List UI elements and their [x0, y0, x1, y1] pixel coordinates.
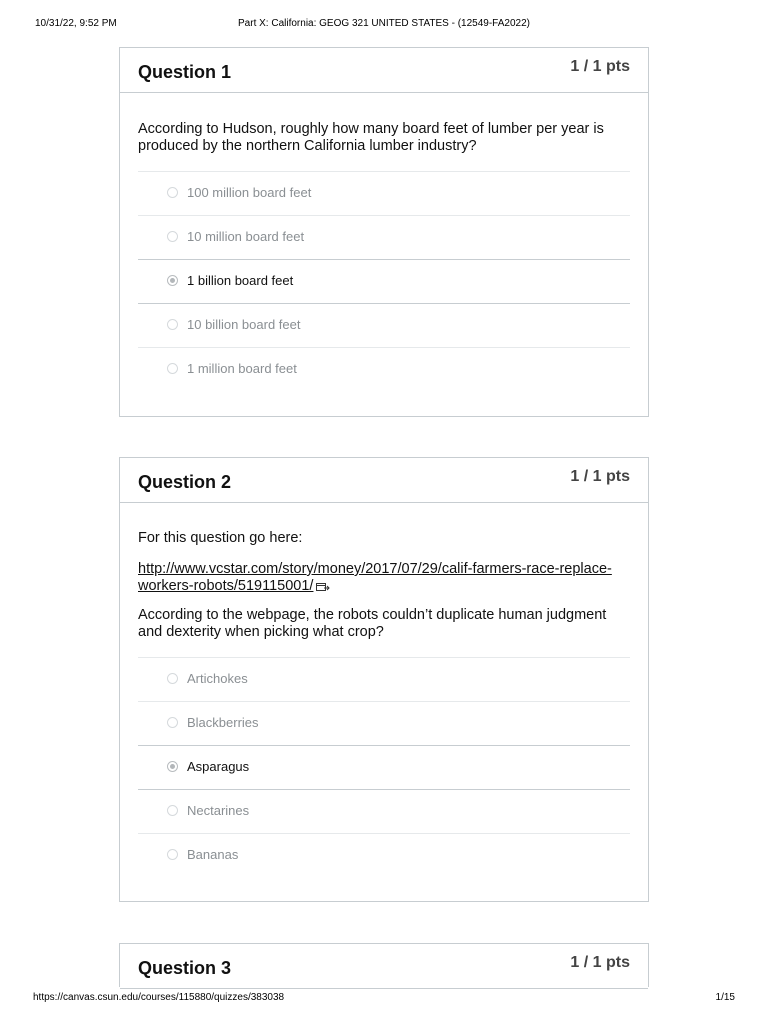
question-points: 1 / 1 pts: [570, 954, 630, 971]
question-body: [120, 503, 648, 897]
external-link-icon[interactable]: [316, 580, 330, 597]
print-header: [0, 18, 768, 32]
question-1: [119, 47, 649, 417]
radio-button-checked[interactable]: [167, 275, 178, 286]
radio-button[interactable]: [167, 363, 178, 374]
print-date: 10/31/22, 9:52 PM: [35, 18, 117, 29]
question-points: 1 / 1 pts: [570, 58, 630, 75]
radio-button[interactable]: [167, 849, 178, 860]
answer-option[interactable]: [138, 215, 630, 259]
answer-option[interactable]: [138, 701, 630, 745]
print-footer: [0, 992, 768, 1006]
question-link-paragraph: [138, 561, 630, 597]
question-header: [120, 458, 648, 503]
radio-button[interactable]: [167, 717, 178, 728]
question-header: [120, 944, 648, 989]
answer-option[interactable]: [138, 657, 630, 701]
answer-list: [138, 171, 630, 391]
answer-option-selected[interactable]: [138, 745, 630, 789]
answer-label: 1 million board feet: [187, 361, 297, 376]
answer-label: Asparagus: [187, 759, 250, 774]
answer-label: Blackberries: [187, 715, 259, 730]
answer-list: [138, 657, 630, 877]
answer-option-selected[interactable]: [138, 259, 630, 303]
question-title: Question 3: [138, 958, 232, 978]
answer-label: Nectarines: [187, 803, 250, 818]
question-3: [119, 943, 649, 987]
radio-button-checked[interactable]: [167, 761, 178, 772]
question-points: 1 / 1 pts: [570, 468, 630, 485]
answer-label: 10 billion board feet: [187, 317, 301, 332]
question-title: Question 2: [138, 472, 232, 492]
radio-button[interactable]: [167, 187, 178, 198]
question-text: According to Hudson, roughly how many board feet of lumber per year is produced by the northern California lumber industry?: [138, 121, 604, 154]
radio-button[interactable]: [167, 319, 178, 330]
answer-option[interactable]: [138, 347, 630, 391]
answer-option[interactable]: [138, 789, 630, 833]
external-link[interactable]: http://www.vcstar.com/story/money/2017/07/29/calif-farmers-race-replace-workers-robots/519115001/: [138, 561, 612, 594]
radio-button[interactable]: [167, 231, 178, 242]
answer-option[interactable]: [138, 171, 630, 215]
print-title: Part X: California: GEOG 321 UNITED STATES - (12549-FA2022): [238, 18, 530, 29]
print-url: https://canvas.csun.edu/courses/115880/quizzes/383038: [33, 992, 285, 1003]
answer-label: 100 million board feet: [187, 185, 312, 200]
answer-label: 1 billion board feet: [187, 273, 294, 288]
page-number: 1/15: [715, 992, 735, 1003]
answer-label: Artichokes: [187, 671, 248, 686]
answer-label: Bananas: [187, 847, 239, 862]
radio-button[interactable]: [167, 805, 178, 816]
answer-option[interactable]: [138, 833, 630, 877]
answer-label: 10 million board feet: [187, 229, 305, 244]
answer-option[interactable]: [138, 303, 630, 347]
question-text-2: According to the webpage, the robots couldn’t duplicate human judgment and dexterity when picking what crop?: [138, 607, 607, 640]
question-title: Question 1: [138, 62, 232, 82]
radio-button[interactable]: [167, 673, 178, 684]
question-body: [120, 93, 648, 411]
question-2: [119, 457, 649, 902]
question-text: For this question go here:: [138, 530, 303, 546]
question-header: [120, 48, 648, 93]
